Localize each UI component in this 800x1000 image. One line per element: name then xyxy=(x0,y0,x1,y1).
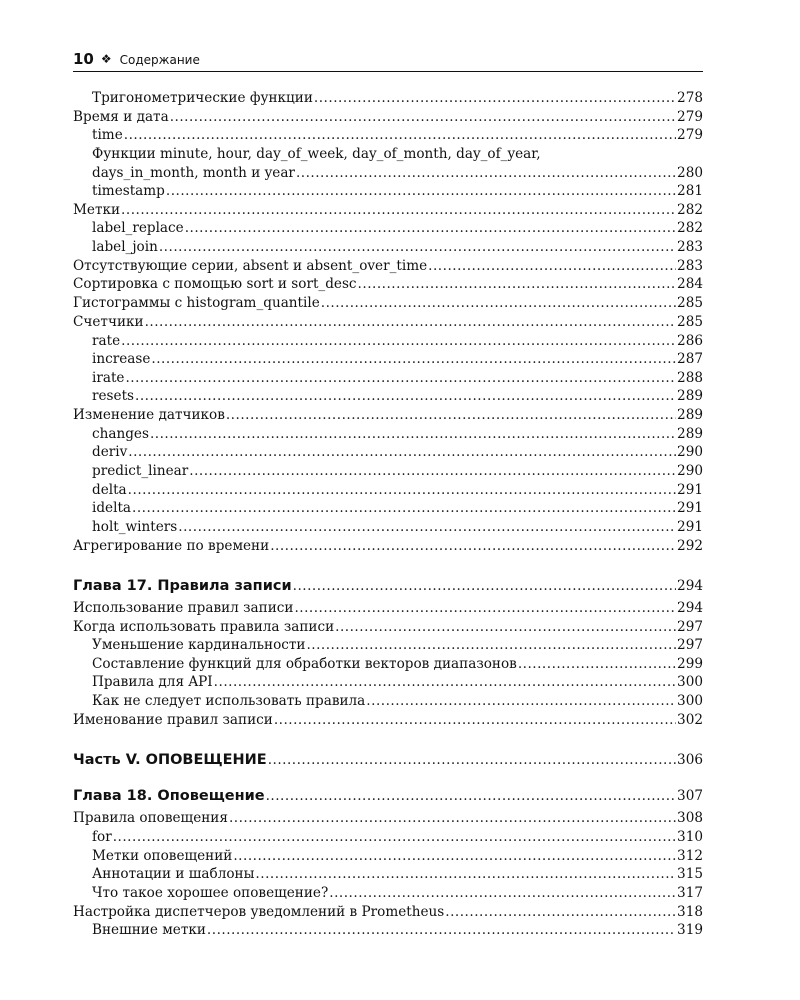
toc-page: 291 xyxy=(677,500,703,516)
toc-page: 300 xyxy=(677,674,703,690)
toc-leader xyxy=(255,866,676,882)
toc-leader xyxy=(306,637,676,653)
toc-leader xyxy=(145,314,676,330)
toc-entry xyxy=(73,258,703,278)
toc-entry xyxy=(92,866,703,886)
toc-title: Правила для API xyxy=(92,674,213,690)
toc-title: irate xyxy=(92,370,125,386)
toc-chapter-title: Глава 17. Правила записи xyxy=(73,578,292,594)
toc-page: 290 xyxy=(677,444,703,460)
toc-leader xyxy=(170,109,676,125)
toc-chapter-title: Глава 18. Оповещение xyxy=(73,788,265,804)
toc-entry xyxy=(92,656,703,676)
toc-title: changes xyxy=(92,426,149,442)
toc-entry xyxy=(92,351,703,371)
toc-title: rate xyxy=(92,333,121,349)
toc-page: 302 xyxy=(677,712,703,728)
toc-entry xyxy=(92,426,703,446)
toc-title: Агрегирование по времени xyxy=(73,538,270,554)
toc-title: delta xyxy=(92,482,127,498)
toc-page: 315 xyxy=(677,866,703,882)
toc-page: 294 xyxy=(677,578,703,594)
toc-page: 284 xyxy=(677,276,703,292)
toc-title: label_replace xyxy=(92,220,184,236)
toc-entry xyxy=(73,407,703,427)
toc-leader xyxy=(270,538,676,554)
toc-page: 318 xyxy=(677,904,703,920)
toc-title: timestamp xyxy=(92,183,165,199)
toc-leader xyxy=(150,426,676,442)
toc-entry xyxy=(92,829,703,849)
toc-title: increase xyxy=(92,351,151,367)
toc-title: for xyxy=(92,829,112,845)
toc-entry xyxy=(92,444,703,464)
toc-leader xyxy=(329,885,676,901)
toc-leader xyxy=(358,276,677,292)
toc-title: Гистограммы с histogram_quantile xyxy=(73,295,320,311)
toc-title: Отсутствующие серии, absent и absent_over_time xyxy=(73,258,428,274)
toc-leader xyxy=(189,463,676,479)
page-number: 10 xyxy=(73,50,94,68)
toc-leader xyxy=(296,165,676,181)
toc-page: 283 xyxy=(677,258,703,274)
toc-entry xyxy=(92,239,703,259)
toc-leader xyxy=(166,183,676,199)
toc-entry xyxy=(92,674,703,694)
toc-page: 282 xyxy=(677,220,703,236)
toc-title: days_in_month, month и year xyxy=(92,165,295,181)
toc-page: 317 xyxy=(677,885,703,901)
toc-title: Когда использовать правила записи xyxy=(73,619,335,635)
toc-title: Как не следует использовать правила xyxy=(92,693,366,709)
ornament-icon: ❖ xyxy=(100,52,112,66)
toc-page: 288 xyxy=(677,370,703,386)
toc-title: Использование правил записи xyxy=(73,600,294,616)
toc-leader xyxy=(121,202,676,218)
toc-title: Уменьшение кардинальности xyxy=(92,637,306,653)
toc-leader xyxy=(366,693,676,709)
toc-entry xyxy=(73,109,703,129)
toc-title: Что такое хорошее оповещение? xyxy=(92,885,329,901)
toc-title: Время и дата xyxy=(73,109,169,125)
toc-leader xyxy=(226,407,676,423)
toc-leader xyxy=(293,578,676,594)
toc-entry xyxy=(73,810,703,830)
toc-page: 279 xyxy=(677,109,703,125)
toc-leader xyxy=(128,482,676,498)
toc-leader xyxy=(294,600,676,616)
toc-page: 280 xyxy=(677,165,703,181)
toc-leader xyxy=(124,127,676,143)
toc-page: 283 xyxy=(677,239,703,255)
toc-page: 310 xyxy=(677,829,703,845)
toc-title: holt_winters xyxy=(92,519,178,535)
toc-entry xyxy=(92,637,703,657)
toc-entry xyxy=(73,904,703,924)
toc-leader xyxy=(321,295,676,311)
toc-chapter-entry xyxy=(73,788,703,808)
toc-leader xyxy=(233,848,676,864)
toc-page: 306 xyxy=(677,752,703,768)
toc-entry xyxy=(92,220,703,240)
toc-leader xyxy=(214,674,676,690)
toc-page: 307 xyxy=(677,788,703,804)
toc-entry xyxy=(73,202,703,222)
toc-page: 289 xyxy=(677,426,703,442)
toc-page: 294 xyxy=(677,600,703,616)
toc-page: 299 xyxy=(677,656,703,672)
toc-title: resets xyxy=(92,388,135,404)
toc-leader xyxy=(268,752,676,768)
toc-page: 312 xyxy=(677,848,703,864)
toc-leader xyxy=(335,619,676,635)
toc-entry xyxy=(73,538,703,558)
toc-page: 286 xyxy=(677,333,703,349)
toc-title: Метки xyxy=(73,202,121,218)
toc-leader xyxy=(185,220,676,236)
toc-title: Составление функций для обработки векторов диапазонов xyxy=(92,656,517,672)
toc-leader xyxy=(274,712,676,728)
toc-leader xyxy=(518,656,676,672)
toc-title: Именование правил записи xyxy=(73,712,273,728)
toc-leader xyxy=(229,810,676,826)
toc-page: 291 xyxy=(677,519,703,535)
toc-title: Тригонометрические функции xyxy=(92,90,313,106)
toc-page: 279 xyxy=(677,127,703,143)
toc-entry xyxy=(92,519,703,539)
toc-leader xyxy=(428,258,676,274)
running-title: Содержание xyxy=(119,53,200,67)
toc-page: 285 xyxy=(677,314,703,330)
toc-chapter-entry xyxy=(73,578,703,598)
toc-page: 319 xyxy=(677,922,703,938)
toc-page: 289 xyxy=(677,407,703,423)
toc-leader xyxy=(128,444,676,460)
toc-leader xyxy=(445,904,676,920)
toc-page: 297 xyxy=(677,637,703,653)
toc-page: 300 xyxy=(677,693,703,709)
toc-entry xyxy=(92,388,703,408)
toc-title: Счетчики xyxy=(73,314,144,330)
toc-title: Внешние метки xyxy=(92,922,206,938)
toc-page: 285 xyxy=(677,295,703,311)
toc-entry xyxy=(73,600,703,620)
toc-part-entry xyxy=(73,752,703,772)
toc-entry xyxy=(92,333,703,353)
toc-leader xyxy=(121,333,676,349)
toc-entry xyxy=(92,183,703,203)
toc-title: Сортировка с помощью sort и sort_desc xyxy=(73,276,357,292)
toc-part-title: Часть V. ОПОВЕЩЕНИЕ xyxy=(73,752,267,768)
toc-leader xyxy=(266,788,676,804)
toc-entry xyxy=(73,295,703,315)
toc-entry xyxy=(73,314,703,334)
toc-leader xyxy=(132,500,676,516)
toc-page: 290 xyxy=(677,463,703,479)
toc-title: Настройка диспетчеров уведомлений в Prometheus xyxy=(73,904,445,920)
toc-page: 291 xyxy=(677,482,703,498)
toc-title: Изменение датчиков xyxy=(73,407,225,423)
toc-page: 281 xyxy=(677,183,703,199)
toc-entry xyxy=(73,619,703,639)
toc-page: 297 xyxy=(677,619,703,635)
toc-leader xyxy=(151,351,676,367)
toc-leader xyxy=(178,519,676,535)
toc-leader xyxy=(125,370,676,386)
toc-entry xyxy=(92,463,703,483)
toc-entry xyxy=(92,500,703,520)
toc-title: Метки оповещений xyxy=(92,848,233,864)
toc-entry xyxy=(92,482,703,502)
toc-entry xyxy=(92,885,703,905)
toc-page: 289 xyxy=(677,388,703,404)
toc-title: predict_linear xyxy=(92,463,189,479)
toc-page: 278 xyxy=(677,90,703,106)
toc-page: 282 xyxy=(677,202,703,218)
toc-title: idelta xyxy=(92,500,132,516)
toc-leader xyxy=(314,90,676,106)
toc-entry xyxy=(73,276,703,296)
toc-entry xyxy=(92,922,703,942)
toc-page: 292 xyxy=(677,538,703,554)
toc-entry xyxy=(92,370,703,390)
toc-page: 308 xyxy=(677,810,703,826)
toc-entry xyxy=(73,712,703,732)
toc-title: Правила оповещения xyxy=(73,810,228,826)
toc-leader xyxy=(135,388,676,404)
toc-leader xyxy=(207,922,676,938)
toc-entry xyxy=(92,127,703,147)
toc-title: deriv xyxy=(92,444,128,460)
toc-entry xyxy=(92,693,703,713)
toc-title-line1: Функции minute, hour, day_of_week, day_of_month, day_of_year, xyxy=(92,146,541,162)
toc-entry xyxy=(92,848,703,868)
toc-title: time xyxy=(92,127,123,143)
toc-page: 287 xyxy=(677,351,703,367)
toc-leader xyxy=(113,829,676,845)
toc-entry xyxy=(92,165,703,185)
toc-title: label_join xyxy=(92,239,158,255)
toc-leader xyxy=(159,239,676,255)
toc-title: Аннотации и шаблоны xyxy=(92,866,255,882)
toc-entry xyxy=(92,90,703,110)
